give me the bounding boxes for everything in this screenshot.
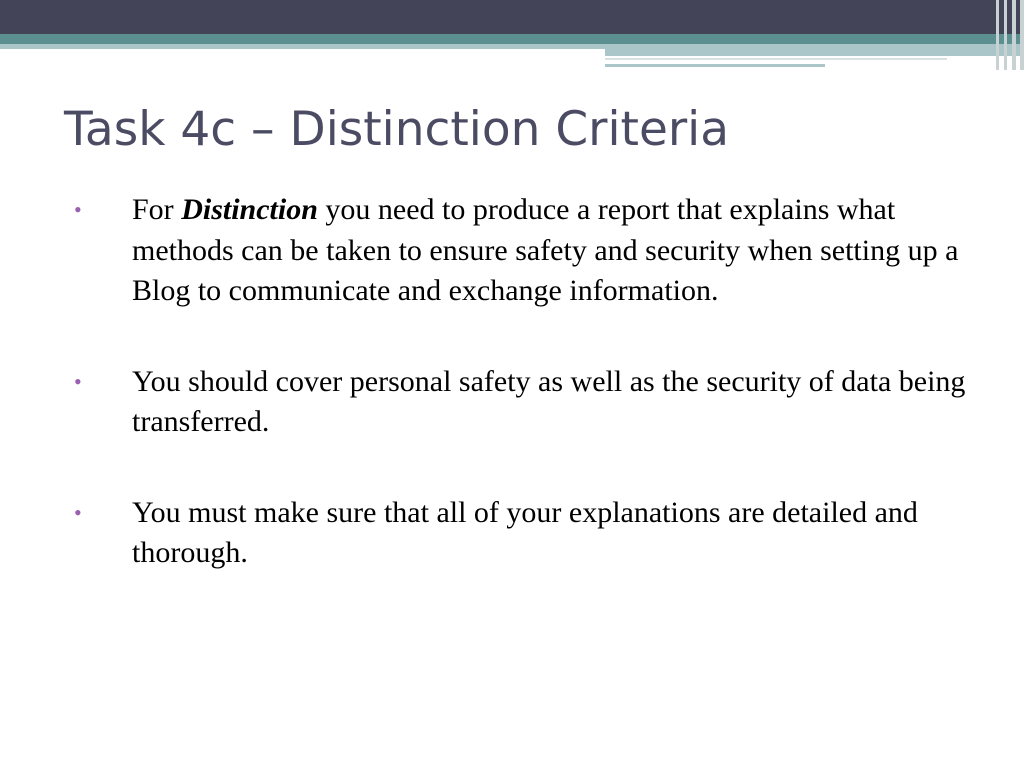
header-stripe: [1012, 0, 1016, 70]
bullet-text: You should cover personal safety as well as the security of data being transferred.: [132, 364, 966, 438]
bullet-text: You must make sure that all of your explanations are detailed and thorough.: [132, 495, 918, 569]
header-accent-line-lower: [605, 64, 825, 67]
header-stripe: [996, 0, 999, 70]
bullet-item: [74, 190, 974, 312]
bullet-text-rest: you need to produce a report that explains what methods can be taken to ensure safety and security when setting up a Blog to communicate and exchange information.: [132, 193, 959, 307]
header-stripe: [1004, 0, 1007, 70]
bullet-icon: •: [74, 197, 82, 222]
header-band-light: [0, 44, 605, 49]
bullet-item: [74, 493, 974, 574]
header-band-teal: [0, 34, 1024, 44]
slide-title: Task 4c – Distinction Criteria: [64, 102, 730, 157]
bullet-text-prefix: For: [132, 193, 182, 226]
bullet-icon: •: [74, 499, 82, 525]
bullet-text-emphasis: Distinction: [181, 193, 318, 226]
bullet-icon: •: [74, 368, 82, 394]
header-band-dark: [0, 0, 1024, 34]
bullet-item: [74, 362, 974, 443]
header-accent-line: [605, 58, 947, 60]
bullet-list: [74, 190, 974, 574]
header-band-step: [605, 44, 1024, 56]
header-stripe: [1020, 0, 1024, 70]
